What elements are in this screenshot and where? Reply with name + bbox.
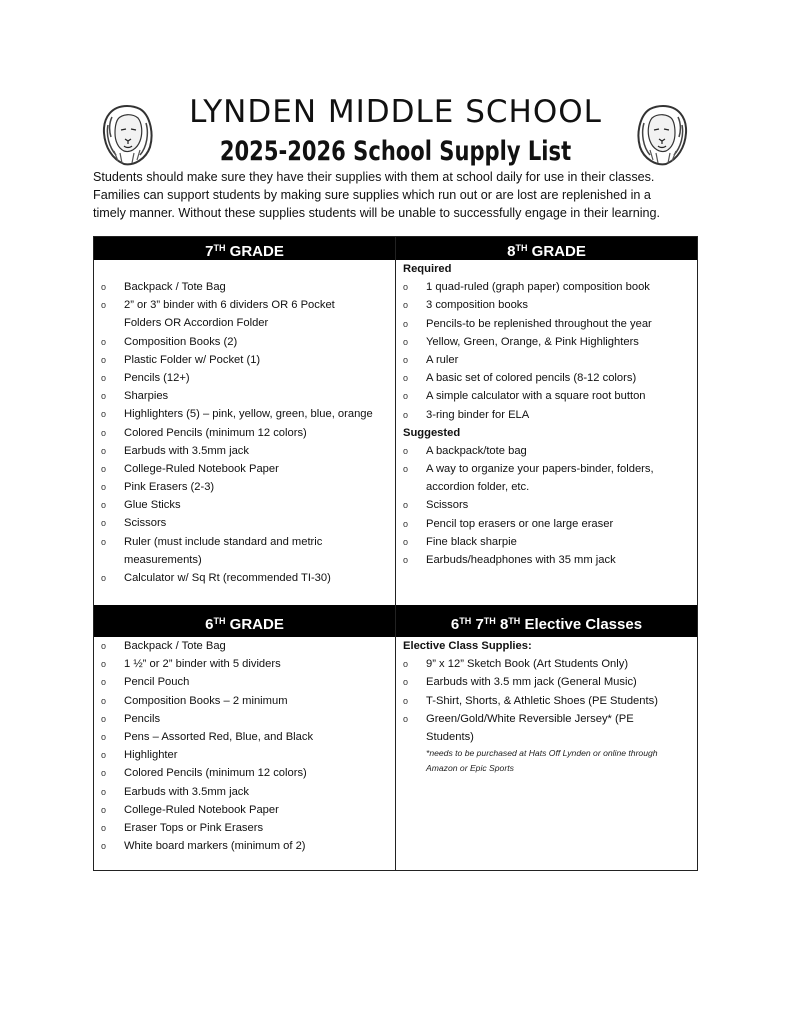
item-text: Backpack / Tote Bag (124, 281, 226, 293)
list-item (101, 655, 389, 673)
item-text: Pens – Assorted Red, Blue, and Black (124, 730, 314, 743)
list-item (101, 637, 389, 655)
list-item (403, 351, 691, 369)
list-item (101, 819, 389, 837)
list-item (101, 460, 389, 478)
list-item (403, 655, 691, 673)
grade-number: 6 (205, 616, 214, 633)
item-text: 9” x 12” Sketch Book (Art Students Only) (426, 658, 629, 671)
list-item (101, 496, 389, 514)
list-item (101, 673, 389, 691)
bullet-icon: o (101, 391, 107, 402)
bullet-icon: o (403, 318, 409, 329)
item-text: Pencils-to be replenished throughout the year (426, 317, 652, 330)
grade8-list (396, 260, 697, 569)
bullet-icon: o (403, 713, 409, 724)
bullet-icon: o (101, 841, 107, 852)
item-text: Highlighter (124, 749, 178, 762)
list-item (101, 764, 389, 782)
item-text: A basic set of colored pencils (8-12 colors) (426, 372, 637, 385)
item-text: Glue Sticks (124, 499, 181, 512)
bullet-icon: o (101, 354, 107, 365)
item-text: Pencils (124, 712, 161, 725)
bullet-icon: o (101, 750, 107, 761)
intro-line: timely manner. Without these supplies students will be unable to successfully engage in their learning. (93, 206, 661, 220)
grade-number: 6 (450, 616, 460, 633)
item-text: Scissors (426, 499, 469, 512)
item-text: Plastic Folder w/ Pocket (1) (124, 353, 261, 366)
bullet-icon: o (101, 786, 107, 797)
list-item (403, 442, 691, 460)
item-text: Backpack / Tote Bag (124, 640, 226, 652)
bullet-icon: o (403, 555, 409, 565)
bullet-icon: o (403, 659, 409, 670)
grade7-header (94, 237, 395, 260)
grade7-list (94, 260, 395, 587)
bullet-icon: o (101, 536, 107, 547)
bullet-icon: o (101, 768, 107, 779)
ordinal-suffix: TH (213, 243, 226, 253)
electives-cell (396, 605, 697, 870)
list-item (403, 478, 691, 496)
school-name: LYNDEN MIDDLE SCHOOL (189, 94, 602, 130)
item-text: Highlighters (5) – pink, yellow, green, blue, orange (124, 408, 373, 421)
bullet-icon: o (101, 427, 107, 438)
ordinal-suffix: TH (459, 616, 472, 626)
bullet-icon: o (403, 391, 409, 402)
bullet-icon: o (403, 336, 409, 347)
item-text: Scissors (124, 517, 167, 530)
intro-line: Families can support students by making sure supplies which run out or are lost are replenished in a (93, 188, 651, 202)
item-text: Calculator w/ Sq Rt (recommended TI-30) (124, 572, 331, 584)
bullet-icon: o (101, 409, 107, 420)
list-item (101, 405, 389, 423)
grade-label: GRADE (225, 243, 284, 260)
grade-label: GRADE (527, 243, 586, 260)
list-item (101, 551, 389, 569)
list-item (403, 710, 691, 728)
list-item (403, 515, 691, 533)
list-item (101, 710, 389, 728)
list-item (403, 387, 691, 405)
list-item (403, 692, 691, 710)
item-text: 3-ring binder for ELA (426, 408, 530, 421)
bullet-icon: o (403, 354, 409, 365)
grade6-items (101, 637, 389, 855)
grade-number: 7 (475, 616, 484, 633)
item-text: Eraser Tops or Pink Erasers (124, 821, 264, 834)
item-text: Earbuds with 3.5mm jack (124, 444, 249, 457)
list-item (403, 369, 691, 387)
item-text: Students) (426, 730, 474, 743)
jersey-note (403, 746, 691, 776)
item-text: 3 composition books (426, 299, 528, 312)
bullet-icon: o (101, 445, 107, 456)
bullet-icon: o (101, 731, 107, 742)
list-item (101, 314, 389, 332)
item-text: Earbuds with 3.5 mm jack (General Music) (426, 676, 637, 689)
bullet-icon: o (403, 409, 409, 420)
bullet-icon: o (101, 482, 107, 493)
item-text: A way to organize your papers-binder, folders, (426, 463, 654, 476)
bullet-icon: o (101, 300, 107, 311)
list-item (403, 533, 691, 551)
bullet-icon: o (101, 641, 107, 651)
list-item (101, 333, 389, 351)
ordinal-suffix: TH (508, 616, 521, 626)
item-text: Fine black sharpie (426, 535, 517, 548)
elective-items (403, 655, 691, 746)
list-item (101, 387, 389, 405)
bullet-icon: o (403, 282, 409, 293)
list-item (101, 424, 389, 442)
list-item (403, 406, 691, 424)
bullet-icon: o (101, 518, 107, 529)
electives-list (396, 637, 697, 776)
note-line: Amazon or Epic Sports (426, 763, 514, 774)
item-text: Earbuds with 3.5mm jack (124, 785, 249, 798)
bullet-icon: o (101, 336, 107, 347)
list-item (101, 801, 389, 819)
electives-header (396, 605, 697, 637)
list-item (403, 673, 691, 691)
grade-number: 8 (507, 243, 516, 260)
note-line: *needs to be purchased at Hats Off Lynden or online through (426, 748, 658, 759)
grade8-required-items (403, 278, 691, 424)
bullet-icon: o (403, 500, 409, 511)
grade6-cell (94, 605, 396, 870)
list-item (101, 783, 389, 801)
list-item (101, 442, 389, 460)
item-text: A ruler (426, 353, 459, 366)
list-item (101, 569, 389, 587)
item-text: Composition Books (2) (124, 335, 238, 348)
bullet-icon: o (101, 822, 107, 833)
bullet-icon: o (101, 372, 107, 383)
list-item (101, 837, 389, 855)
list-item (101, 278, 389, 296)
list-item (101, 692, 389, 710)
item-text: White board markers (minimum of 2) (124, 840, 306, 853)
supply-list-title: 2025-2026 School Supply List (219, 136, 572, 167)
elective-supplies-label: Elective Class Supplies: (403, 640, 532, 652)
ordinal-suffix: TH (213, 616, 226, 626)
bullet-icon: o (403, 677, 409, 688)
bullet-icon: o (101, 695, 107, 706)
ordinal-suffix: TH (483, 616, 496, 626)
item-text: A simple calculator with a square root button (426, 390, 646, 403)
bullet-icon: o (101, 463, 107, 474)
list-item (403, 296, 691, 314)
item-text: Pencil Pouch (124, 676, 190, 689)
list-item (101, 514, 389, 532)
item-text: Pencil top erasers or one large eraser (426, 517, 614, 530)
list-item (101, 351, 389, 369)
item-text: Pencils (12+) (124, 371, 190, 384)
item-text: Composition Books – 2 minimum (124, 694, 288, 707)
list-item (403, 496, 691, 514)
bullet-icon: o (101, 500, 107, 511)
suggested-label: Suggested (403, 426, 461, 439)
electives-label: Elective Classes (520, 616, 643, 633)
item-text: 1 ½” or 2” binder with 5 dividers (124, 658, 281, 671)
list-item (403, 333, 691, 351)
grade-label: GRADE (225, 616, 284, 633)
item-text: College-Ruled Notebook Paper (124, 462, 279, 475)
list-item (403, 728, 691, 746)
item-text: Earbuds/headphones with 35 mm jack (426, 554, 616, 566)
item-text: A backpack/tote bag (426, 444, 527, 457)
ordinal-suffix: TH (515, 243, 528, 253)
list-item (101, 728, 389, 746)
item-text: 2” or 3” binder with 6 dividers OR 6 Pocket (124, 299, 335, 312)
list-item (101, 296, 389, 314)
item-text: Colored Pencils (minimum 12 colors) (124, 767, 307, 780)
grade8-suggested-items (403, 442, 691, 569)
intro-line: Students should make sure they have their supplies with them at school daily for use in their classes. (93, 170, 655, 184)
item-text: Yellow, Green, Orange, & Pink Highlighters (426, 335, 639, 348)
grade-number: 8 (499, 616, 509, 633)
supply-table (93, 236, 698, 871)
list-item (101, 369, 389, 387)
bullet-icon: o (403, 536, 409, 547)
item-text: Folders OR Accordion Folder (124, 317, 269, 330)
bullet-icon: o (101, 659, 107, 670)
list-item (403, 315, 691, 333)
grade7-items (101, 278, 389, 587)
bullet-icon: o (403, 464, 409, 475)
item-text: accordion folder, etc. (426, 481, 530, 494)
item-text: College-Ruled Notebook Paper (124, 803, 279, 816)
list-item (101, 746, 389, 764)
item-text: 1 quad-ruled (graph paper) composition book (426, 281, 650, 294)
grade-number: 7 (205, 243, 214, 260)
required-label: Required (403, 263, 452, 275)
bullet-icon: o (403, 445, 409, 456)
item-text: Sharpies (124, 390, 169, 403)
item-text: T-Shirt, Shorts, & Athletic Shoes (PE Students) (426, 694, 658, 707)
bullet-icon: o (101, 713, 107, 724)
bullet-icon: o (403, 695, 409, 706)
item-text: Green/Gold/White Reversible Jersey* (PE (426, 712, 634, 725)
intro-paragraph (93, 168, 713, 222)
grade7-cell (94, 237, 396, 605)
bullet-icon: o (101, 804, 107, 815)
item-text: Pink Erasers (2-3) (124, 481, 215, 494)
list-item (403, 460, 691, 478)
bullet-icon: o (403, 373, 409, 384)
list-item (403, 551, 691, 569)
grade8-header (396, 237, 697, 260)
list-item (101, 478, 389, 496)
item-text: Ruler (must include standard and metric (124, 535, 323, 548)
list-item (101, 533, 389, 551)
grade6-list (94, 637, 395, 855)
bullet-icon: o (101, 282, 107, 292)
item-text: measurements) (124, 553, 202, 566)
list-item (403, 278, 691, 296)
item-text: Colored Pencils (minimum 12 colors) (124, 426, 307, 439)
bullet-icon: o (403, 518, 409, 529)
bullet-icon: o (101, 677, 107, 688)
grade8-cell (396, 237, 697, 605)
bullet-icon: o (403, 300, 409, 311)
grade6-header (94, 605, 395, 637)
bullet-icon: o (101, 573, 107, 583)
